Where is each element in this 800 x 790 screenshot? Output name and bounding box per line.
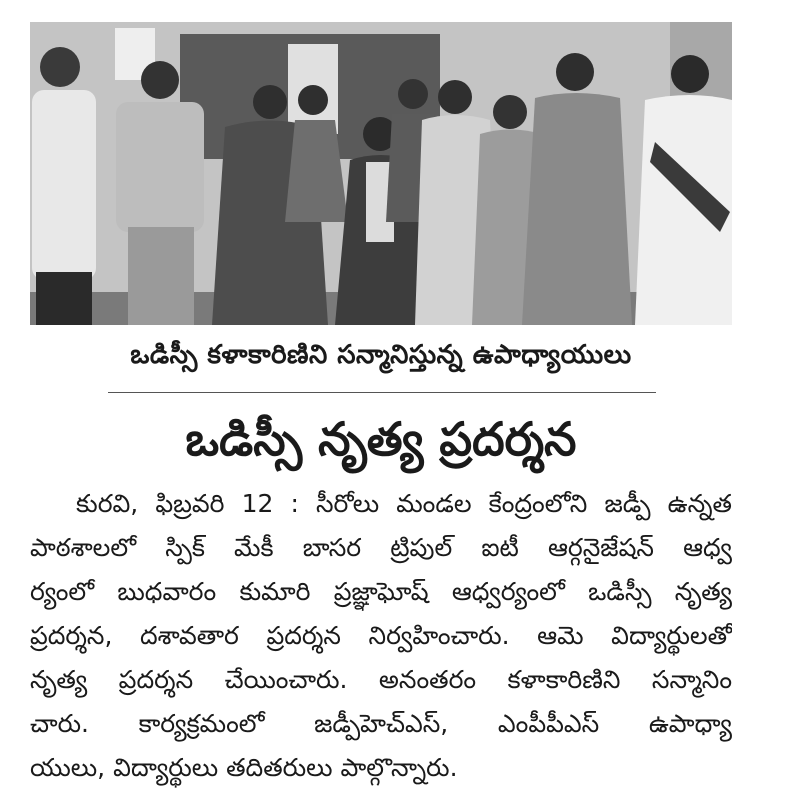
article-headline: ఒడిస్సీ నృత్య ప్రదర్శన bbox=[185, 412, 577, 466]
body-line: నృత్య ప్రదర్శన చేయించారు. అనంతరం కళాకారిణిని సన్మానిం bbox=[30, 665, 732, 694]
photo-caption: ఒడిస్సీ కళాకారిణిని సన్మానిస్తున్న ఉపాధ్యాయులు bbox=[130, 340, 632, 370]
divider-line bbox=[108, 392, 656, 393]
photo-illustration bbox=[30, 22, 732, 325]
article-body bbox=[30, 482, 732, 790]
body-line: యులు, విద్యార్థులు తదితరులు పాల్గొన్నారు. bbox=[30, 753, 458, 782]
body-line: ర్యంలో బుధవారం కుమారి ప్రజ్ఞాఘోష్ ఆధ్వర్యంలో ఒడిస్సీ నృత్య bbox=[30, 577, 732, 606]
body-line: పాఠశాలలో స్పిక్ మేకీ బాసర ట్రిపుల్ ఐటీ ఆర్గనైజేషన్ ఆధ్వ bbox=[30, 533, 732, 562]
body-line: కురవి, ఫిబ్రవరి 12 : సీరోలు మండల కేంద్రంలోని జడ్పీ ఉన్నత bbox=[76, 489, 732, 518]
body-line: ప్రదర్శన, దశావతార ప్రదర్శన నిర్వహించారు. ఆమె విద్యార్థులతో bbox=[30, 621, 732, 650]
body-line: చారు. కార్యక్రమంలో జడ్పీహెచ్ఎస్, ఎంపీపీఎస్ ఉపాధ్యా bbox=[30, 709, 732, 738]
news-photo bbox=[30, 22, 732, 325]
